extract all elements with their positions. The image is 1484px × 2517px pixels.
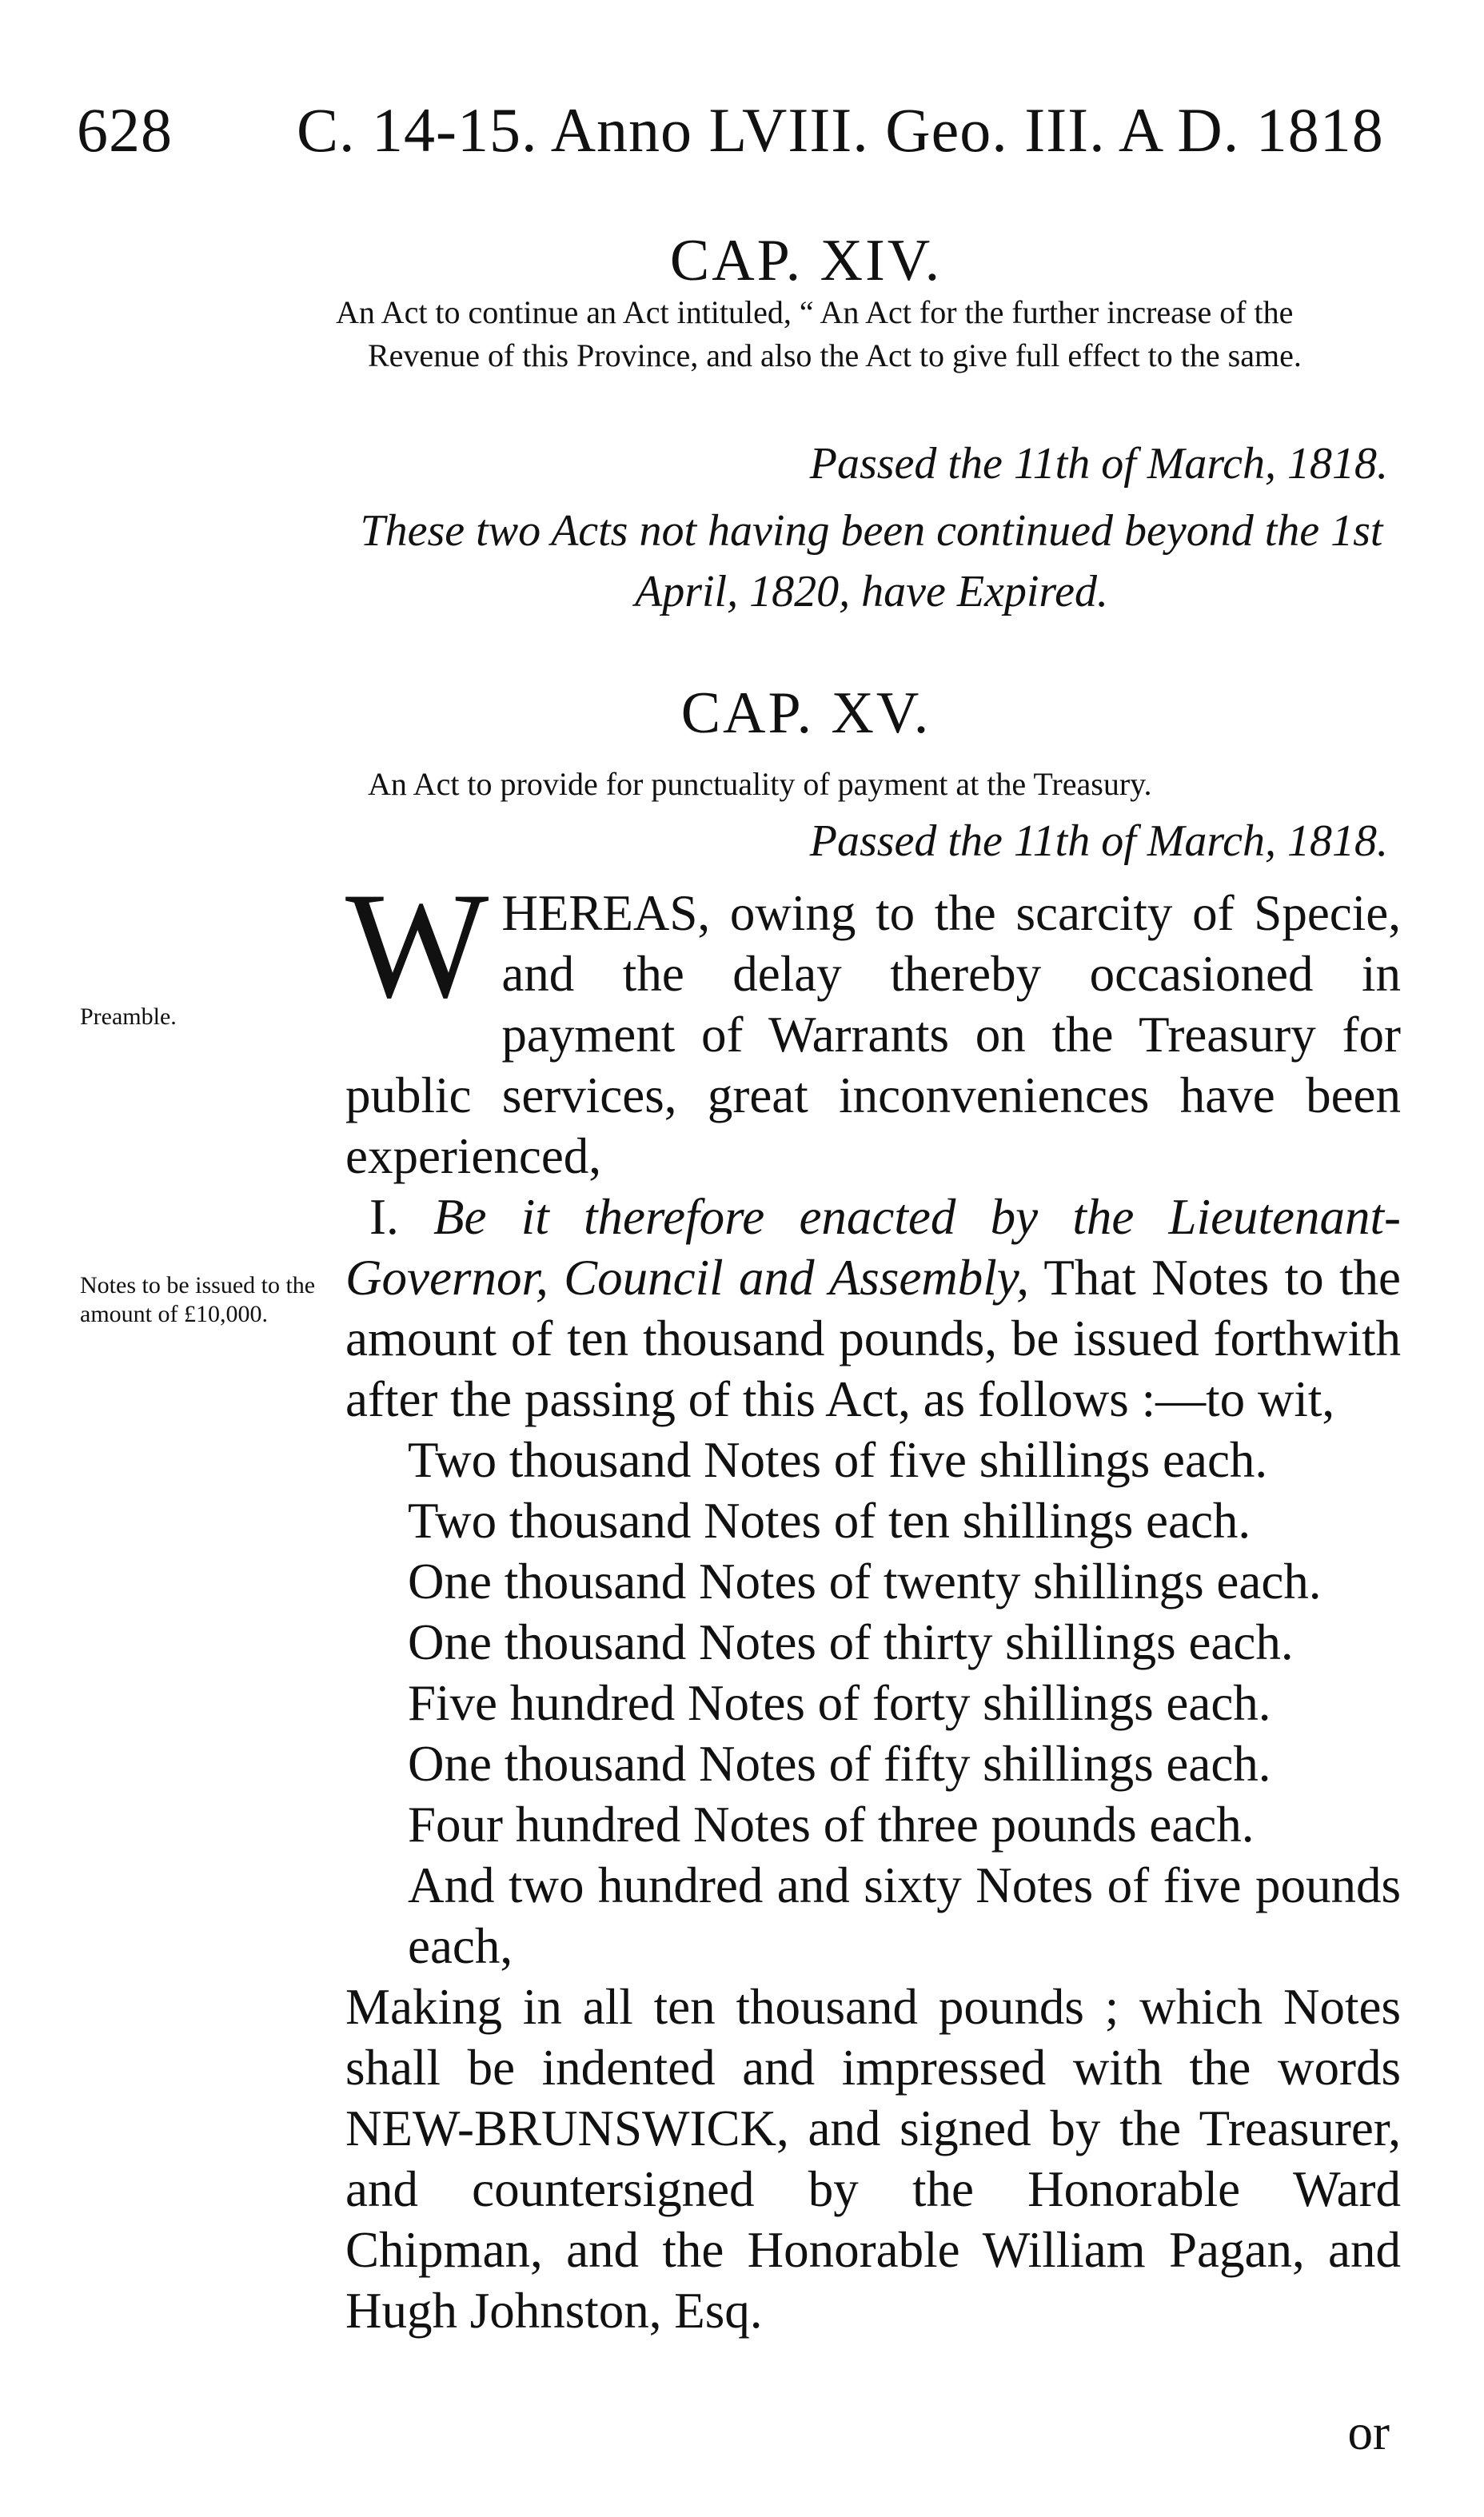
enacting-clause: Be it therefore enacted by the Lieutenant-Governor, Council and Assembly, [345,1189,1402,1306]
closing-paragraph: Making in all ten thousand pounds ; which Notes shall be indented and impressed with the words NEW-BRUNSWICK, and signed by the Treasurer, and countersigned by the Honorable Ward Chipman, and the Honorable William Pagan, and Hugh Johnston, Esq. [345,1979,1401,2339]
list-item: Four hundred Notes of three pounds each. [408,1797,1255,1853]
preamble-paragraph [345,862,1401,1187]
page-number: 628 [77,95,173,165]
list-item: And two hundred and sixty Notes of five pounds each, [408,1857,1401,1974]
preamble-text: HEREAS, owing to the scarcity of Specie, and the delay thereby occasioned in payment of Warrants on the Treasury for public services, great inconveniences have been experienced, [345,885,1401,1184]
cap-xv-body [345,862,1402,2341]
cap-xiv-title: CAP. XIV. [669,228,943,293]
cap-xv-title: CAP. XV. [680,680,931,746]
cap-xiv-passed: Passed the 11th of March, 1818. [809,439,1388,489]
enacting-text: That Notes to the amount of ten thousand pounds, be issued forthwith after the passing of this Act, as follows :—to wit, [345,1250,1401,1427]
catchword: or [1347,2404,1390,2460]
margin-note-preamble: Preamble. [80,1003,177,1030]
margin-note-notes-issue: Notes to be issued to the amount of £10,000. [80,1272,316,1327]
section-one [345,1187,1401,1430]
section-number: I. [369,1189,399,1245]
list-item: One thousand Notes of fifty shillings each. [408,1736,1271,1792]
drop-cap: W [345,862,489,1030]
cap-xiv-description [336,291,1399,377]
list-item: Two thousand Notes of ten shillings each. [408,1493,1251,1549]
list-item: One thousand Notes of thirty shillings each. [408,1614,1294,1670]
list-item: Five hundred Notes of forty shillings each. [408,1675,1271,1731]
running-head: C. 14-15. Anno LVIII. Geo. III. A D. 1818 [297,95,1384,165]
expired-note: These two Acts not having been continued beyond the 1st April, 1820, have Expired. [360,506,1383,616]
cap-xv-passed: Passed the 11th of March, 1818. [809,816,1388,866]
notes-list [345,1430,1401,1977]
cap-xv-description: An Act to provide for punctuality of payment at the Treasury. [368,766,1152,802]
list-item: One thousand Notes of twenty shillings each. [408,1554,1322,1610]
cap-xiv-description-text: An Act to continue an Act intituled, “ An Act for the further increase of the Revenue of this Province, and also the Act to give full effect to the same. [336,294,1302,373]
list-item: Two thousand Notes of five shillings each. [408,1432,1268,1488]
